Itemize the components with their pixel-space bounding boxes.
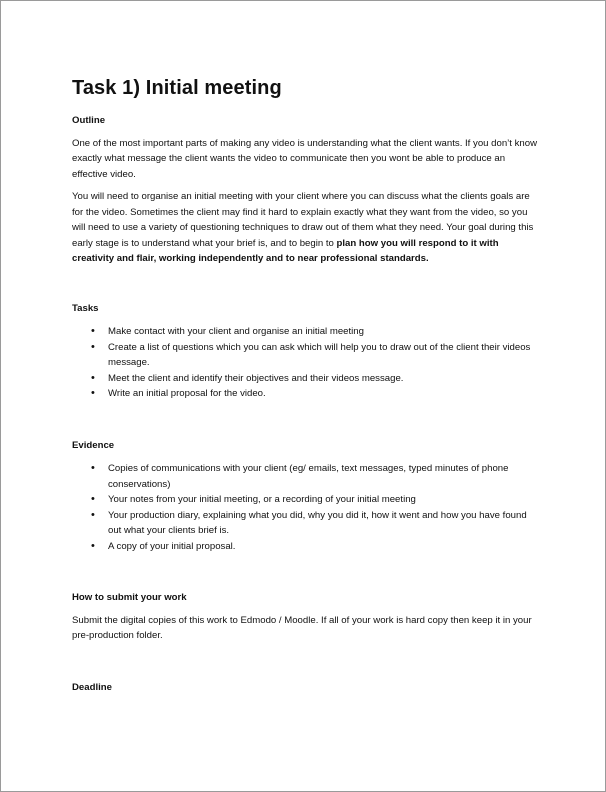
list-item: • Create a list of questions which you can ask which will help you to draw out of the client their videos message.: [72, 340, 542, 371]
outline-paragraph-2-text: You will need to organise an initial meeting with your client where you can discuss what the clients goals are for the video. Sometimes the client may find it hard to explain exactly what they want from the video, so you will need to use a variety of questioning techniques to draw out of them what they need. Your goal during this early stage is to understand what your brief is, and to begin to: [72, 191, 534, 249]
list-item: • Your production diary, explaining what you did, why you did it, how it went and how you have found out what your clients brief is.: [72, 508, 542, 539]
tasks-list: [72, 324, 542, 402]
list-item: • Write an initial proposal for the video.: [72, 386, 542, 402]
list-item: • Meet the client and identify their objectives and their videos message.: [72, 371, 542, 387]
list-item: • Copies of communications with your client (eg/ emails, text messages, typed minutes of phone conservations): [72, 461, 542, 492]
page-title: Task 1) Initial meeting: [72, 77, 282, 99]
list-item: • A copy of your initial proposal.: [72, 539, 542, 555]
list-item: • Make contact with your client and organise an initial meeting: [72, 324, 542, 340]
document-body: [72, 75, 542, 695]
submit-heading: How to submit your work: [72, 592, 187, 603]
deadline-heading: Deadline: [72, 681, 112, 693]
outline-paragraph-2-bold: plan how you will respond to it with creativity and flair, working independently and to near professional standards.: [72, 237, 499, 264]
evidence-heading: Evidence: [72, 439, 115, 451]
tasks-heading: Tasks: [72, 302, 99, 314]
outline-paragraph-1: One of the most important parts of making any video is understanding what the client wants. If you don’t know exactly what message the client wants the video to communicate then you wont be able to produce an effective video.: [72, 137, 538, 180]
list-item: • Your notes from your initial meeting, or a recording of your initial meeting: [72, 492, 542, 508]
outline-paragraph-2: [72, 189, 542, 267]
evidence-list: [72, 461, 542, 554]
outline-heading: Outline: [72, 115, 106, 126]
submit-paragraph: Submit the digital copies of this work to Edmodo / Moodle. If all of your work is hard copy then keep it in your pre-production folder.: [72, 614, 532, 641]
